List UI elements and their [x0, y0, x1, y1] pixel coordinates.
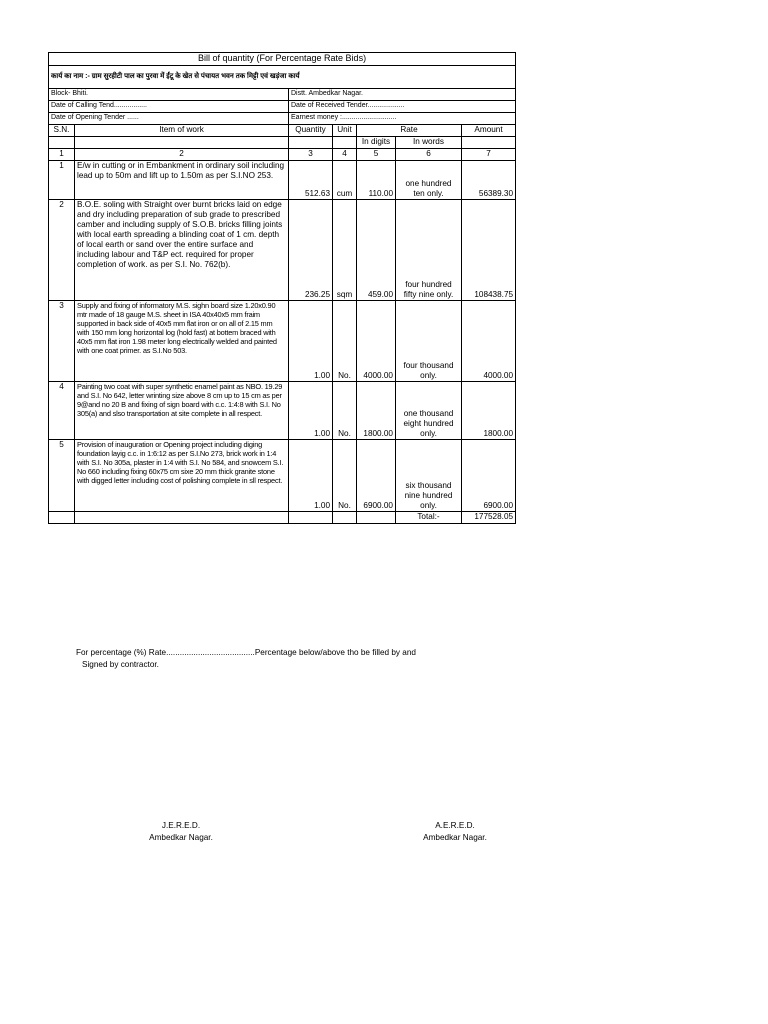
column-number: 4	[333, 149, 357, 161]
row-sn: 5	[49, 440, 75, 512]
work-name: कार्य का नाम :- ग्राम सुरहीटी पाल का पुरवा में ईंटू के खेत से पंचायत भवन तक मिट्टी एवं खड़ंजा कार्य	[49, 66, 516, 89]
header-in-digits: In digits	[357, 137, 396, 149]
row-sn: 1	[49, 161, 75, 200]
row-item: Painting two coat with super synthetic enamel paint as NBO. 19.29 and S.I. No 642, letter wrinting size above 8 cm up to 15 cm as per 9@and no 20 B and fixing of sign board with c.c. 1:4:8 with S.I. No 305(a) and slso transportation at site complete in all respect.	[75, 382, 289, 440]
opening-tender-date: Date of Opening Tender ......	[49, 113, 289, 125]
header-in-words: In words	[396, 137, 462, 149]
row-unit: No.	[333, 440, 357, 512]
row-quantity: 1.00	[289, 301, 333, 382]
table-row	[49, 301, 516, 382]
row-sn: 3	[49, 301, 75, 382]
table-row	[49, 161, 516, 200]
header-rate: Rate	[357, 125, 462, 137]
row-quantity: 1.00	[289, 440, 333, 512]
header-unit: Unit	[333, 125, 357, 137]
row-rate-words: one hundred ten only.	[396, 161, 462, 200]
percentage-rate-note: For percentage (%) Rate.......................................Percentage below/above tho be filled by and	[76, 648, 416, 657]
row-item: Supply and fixing of informatory M.S. sighn board size 1.20x0.90 mtr made of 18 gauge M.S. sheet in ISA 40x40x5 mm fraim supported in back side of 40x5 mm flat iron or on all of 2.15 mm with 150 mm long horizontal log (hold fast) at bottem braced with 40x5 mm flat iron 1.98 meter long electrically welded and painted with one coat primer. as S.I.No 503.	[75, 301, 289, 382]
column-number: 2	[75, 149, 289, 161]
table-title: Bill of quantity (For Percentage Rate Bids)	[49, 53, 516, 66]
column-number: 3	[289, 149, 333, 161]
row-unit: No.	[333, 382, 357, 440]
row-rate-digits: 4000.00	[357, 301, 396, 382]
signature-left-place: Ambedkar Nagar.	[149, 833, 213, 842]
row-item: B.O.E. soling with Straight over burnt bricks laid on edge and dry including preparation of sub grade to prescribed camber and including supply of S.O.B. bricks filling joints with local earth spreading a blinding coat of 1 cm. depth of local earth or sand over the entire surface and including labour and T&P ect. required for proper completion of work. as per S.I. No. 762(b).	[75, 200, 289, 301]
row-amount: 6900.00	[462, 440, 516, 512]
row-rate-digits: 6900.00	[357, 440, 396, 512]
row-item: Provision of inauguration or Opening project including diging foundation layig c.c. in 1:6:12 as per S.I.No 273, brick work in 1:4 with S.I. No 305a, plaster in 1:4 with S.I. No 584, and snowcem S.I. No 660 including fixing 60x75 cm sixe 20 mm thick granite stone with digged letter including cost of polishing complete in sll respect.	[75, 440, 289, 512]
row-rate-digits: 459.00	[357, 200, 396, 301]
row-amount: 1800.00	[462, 382, 516, 440]
column-number: 1	[49, 149, 75, 161]
contractor-signature-note: Signed by contractor.	[82, 660, 159, 669]
table-row	[49, 382, 516, 440]
row-rate-words: six thousand nine hundred only.	[396, 440, 462, 512]
block-label: Block- Bhiti.	[49, 89, 289, 101]
header-quantity: Quantity	[289, 125, 333, 137]
row-quantity: 236.25	[289, 200, 333, 301]
bill-of-quantity-table	[48, 52, 516, 524]
column-number: 6	[396, 149, 462, 161]
row-sn: 2	[49, 200, 75, 301]
row-unit: cum	[333, 161, 357, 200]
total-label: Total:-	[396, 512, 462, 524]
table-row	[49, 200, 516, 301]
row-amount: 56389.30	[462, 161, 516, 200]
signature-right-title: A.E.R.E.D.	[435, 821, 475, 830]
row-rate-words: four hundred fifty nine only.	[396, 200, 462, 301]
row-rate-words: one thousand eight hundred only.	[396, 382, 462, 440]
row-sn: 4	[49, 382, 75, 440]
total-row	[49, 512, 516, 524]
row-rate-words: four thousand only.	[396, 301, 462, 382]
district-label: Distt. Ambedkar Nagar.	[289, 89, 516, 101]
earnest-money: Earnest money :............................	[289, 113, 516, 125]
received-tender-date: Date of Received Tender...................	[289, 101, 516, 113]
header-amount: Amount	[462, 125, 516, 137]
row-amount: 108438.75	[462, 200, 516, 301]
row-item: E/w in cutting or in Embankment in ordinary soil including lead up to 50m and lift up to 1.50m as per S.I.NO 253.	[75, 161, 289, 200]
row-amount: 4000.00	[462, 301, 516, 382]
signature-right-place: Ambedkar Nagar.	[423, 833, 487, 842]
table-row	[49, 440, 516, 512]
signature-left-title: J.E.R.E.D.	[161, 821, 201, 830]
column-number: 5	[357, 149, 396, 161]
signature-right	[410, 820, 500, 844]
row-rate-digits: 1800.00	[357, 382, 396, 440]
column-number: 7	[462, 149, 516, 161]
row-quantity: 512.63	[289, 161, 333, 200]
total-amount: 177528.05	[462, 512, 516, 524]
header-item: Item of work	[75, 125, 289, 137]
calling-tender-date: Date of Calling Tend.................	[49, 101, 289, 113]
row-quantity: 1.00	[289, 382, 333, 440]
signature-left	[136, 820, 226, 844]
row-unit: sqm	[333, 200, 357, 301]
row-rate-digits: 110.00	[357, 161, 396, 200]
header-sn: S.N.	[49, 125, 75, 137]
row-unit: No.	[333, 301, 357, 382]
